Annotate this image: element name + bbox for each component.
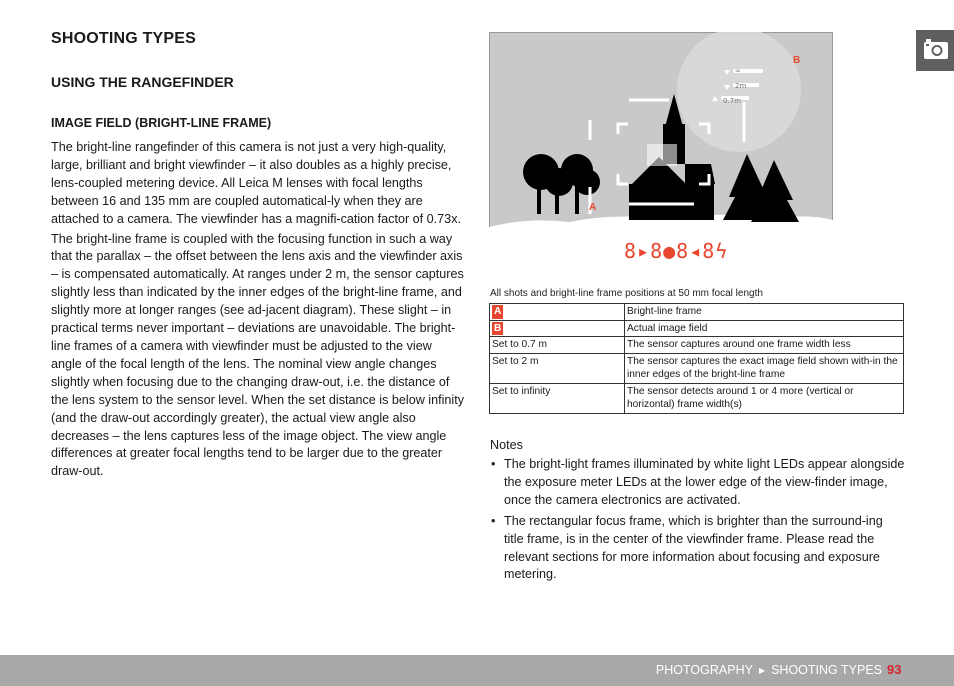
legend-key: B (494, 322, 502, 334)
page-number: 93 (887, 662, 902, 677)
label-a: A (589, 202, 597, 213)
table-row (490, 320, 904, 337)
page-heading: SHOOTING TYPES (51, 30, 197, 47)
bullet-icon: • (491, 513, 496, 528)
camera-icon (916, 30, 954, 71)
breadcrumb-section[interactable]: PHOTOGRAPHY (655, 663, 753, 677)
paragraph: The bright-line frame is coupled with the focusing function in such a way that the parallax – the offset between the lens axis and the viewfinder axis – is compensated automatically. At ranges under 2 m, the sensor captures slightly less than indicated by the inner edges of the bright-line frame, and slightly more at longer ranges (see ad-jacent diagram). These slight – in practical terms never important – deviations are unavoidable. The bright-line frames of a camera with viewfinder must be adjusted to the view angle of the focal length of the lens. The nominal view angle changes slightly when focusing due to the changing draw-out, i.e. the distance of the lens system to the sensor level. When the set distance is below infinity (and the draw-out accordingly greater), the actual view angle also decreases – the lens captures less of the image object. The view angle differences at greater focal lengths tend to be larger due to the greater draw-out. (51, 231, 464, 479)
note-text: The bright-light frames illuminated by white light LEDs appear alongside the exposure meter LEDs at the lower edge of the view-finder image, once the camera electronics are activated. (504, 457, 905, 507)
table-row (490, 353, 904, 383)
section-heading: USING THE RANGEFINDER (51, 74, 234, 90)
table-row (490, 383, 904, 413)
legend-description: Bright-line frame (625, 304, 904, 321)
legend-key: A (494, 306, 502, 317)
legend-table (489, 303, 904, 414)
led-display-readout: 8▸8●8◂8ϟ (624, 239, 729, 263)
viewfinder-illustration (489, 32, 833, 278)
scale-2m-label: 2m (735, 82, 747, 90)
table-row (490, 304, 904, 321)
paragraph: The bright-line rangefinder of this camera is not just a very high-quality, large, brilliant and bright viewfinder – it also doubles as a highly precise, lens-coupled metering device. All Leica M lenses with focal lengths between 16 and 135 mm are coupled automatical-ly when they are attached to a camera. The viewfinder has a magnifi-cation factor of 0.73x. (51, 140, 461, 226)
legend-description: The sensor captures the exact image field shown with-in the inner edges of the bright-line frame (625, 353, 904, 383)
legend-key: Set to 2 m (490, 353, 625, 383)
bullet-icon: • (491, 457, 496, 471)
page-footer (0, 655, 954, 686)
legend-key: Set to 0.7 m (490, 337, 625, 354)
scale-infinity-label: ∞ (735, 67, 741, 75)
list-item (489, 513, 905, 585)
subsection-heading: IMAGE FIELD (BRIGHT-LINE FRAME) (51, 116, 272, 130)
body-text (51, 139, 466, 483)
legend-key: Set to infinity (490, 383, 625, 413)
legend-description: Actual image field (625, 320, 904, 337)
notes-title: Notes (490, 438, 523, 452)
legend-description: The sensor captures around one frame width less (625, 337, 904, 354)
label-b: B (793, 55, 801, 66)
note-text: The rectangular focus frame, which is brighter than the surround-ing title frame, is in the center of the viewfinder frame. Please read the relevant sections for more information about focusing and exposure metering. (504, 513, 883, 582)
legend-description: The sensor detects around 1 or 4 more (vertical or horizontal) frame width(s) (625, 383, 904, 413)
notes-list (489, 456, 905, 587)
scale-07m-label: 0.7m (723, 97, 741, 105)
breadcrumb (656, 663, 882, 677)
breadcrumb-subsection[interactable]: SHOOTING TYPES (771, 663, 882, 677)
figure-caption: All shots and bright-line frame positions at 50 mm focal length (490, 288, 763, 299)
triangle-right-icon: ▶ (758, 666, 766, 675)
chapter-tab[interactable] (916, 30, 954, 71)
table-row (490, 337, 904, 354)
list-item (489, 456, 905, 510)
